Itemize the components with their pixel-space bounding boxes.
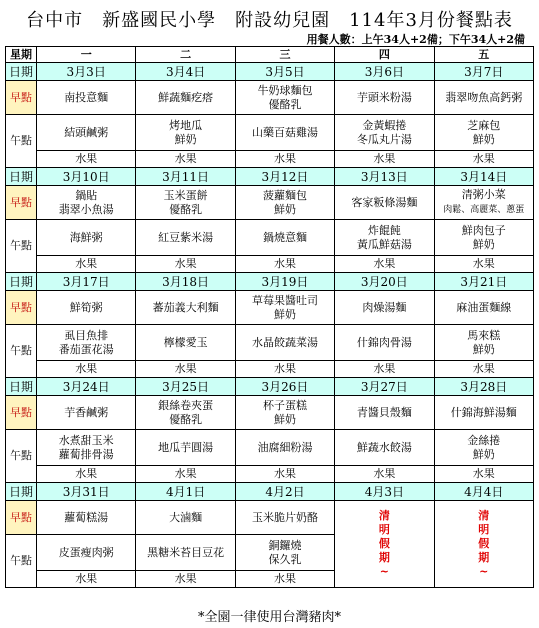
cell-text: 3月5日 bbox=[265, 64, 305, 79]
cell-text: 水果 bbox=[373, 152, 396, 165]
cell-text: 日期 bbox=[8, 379, 33, 394]
cell-text: 水果 bbox=[174, 362, 197, 375]
date-cell bbox=[235, 378, 334, 396]
cell-text: 4月3日 bbox=[364, 484, 404, 499]
snack-cell bbox=[235, 81, 334, 115]
lunch-cell bbox=[37, 430, 136, 466]
cell-text: 優酪乳 bbox=[169, 202, 203, 216]
cell-text: 二 bbox=[180, 47, 192, 61]
cell-text: 翡翠小魚湯 bbox=[58, 202, 114, 216]
fruit-cell bbox=[434, 466, 533, 483]
cell-text: 冬瓜丸片湯 bbox=[356, 132, 412, 146]
weekday-3 bbox=[235, 47, 334, 63]
cell-text: 水煮甜玉米 bbox=[58, 433, 114, 447]
weekday-5 bbox=[434, 47, 533, 63]
cell-text: 番茄蛋花湯 bbox=[58, 342, 114, 356]
afternoon-snack-row bbox=[6, 325, 534, 361]
lunch-label bbox=[6, 220, 37, 273]
cell-text: 3月18日 bbox=[162, 274, 210, 289]
cell-text: 3月20日 bbox=[360, 274, 408, 289]
cell-text: 午點 bbox=[10, 239, 32, 252]
cell-text: 四 bbox=[378, 47, 390, 61]
date-label bbox=[6, 273, 37, 291]
snack-cell bbox=[335, 81, 434, 115]
cell-text: 清 bbox=[378, 509, 390, 522]
cell-text: 鮮奶 bbox=[472, 447, 495, 461]
cell-text: 蘿蔔糕湯 bbox=[64, 510, 109, 524]
lunch-cell bbox=[434, 430, 533, 466]
cell-text: 蘿蔔排骨湯 bbox=[58, 447, 114, 461]
cell-text: 午點 bbox=[10, 134, 32, 147]
fruit-cell bbox=[235, 151, 334, 168]
lunch-cell bbox=[434, 325, 533, 361]
cell-text: 水果 bbox=[174, 572, 197, 585]
morning-snack-row bbox=[6, 501, 534, 535]
cell-text: 黃瓜鮮菇湯 bbox=[356, 237, 412, 251]
cell-text: 3月3日 bbox=[66, 64, 106, 79]
cell-text: 優酪乳 bbox=[268, 97, 302, 111]
cell-text: 什錦海鮮湯麵 bbox=[450, 405, 517, 419]
date-cell bbox=[235, 63, 334, 81]
cell-text: 鮮肉包子 bbox=[461, 223, 506, 237]
lunch-cell bbox=[335, 115, 434, 151]
snack-cell bbox=[37, 186, 136, 220]
fruit-cell bbox=[235, 361, 334, 378]
fruit-cell bbox=[136, 571, 235, 588]
cell-text: 3月14日 bbox=[460, 169, 508, 184]
fruit-row bbox=[6, 151, 534, 168]
cell-text: 地瓜芋圓湯 bbox=[158, 440, 214, 454]
fruit-row bbox=[6, 361, 534, 378]
cell-text: 3月24日 bbox=[62, 379, 110, 394]
cell-text: 鍋貼 bbox=[75, 188, 98, 202]
fruit-cell bbox=[235, 571, 334, 588]
weekday-header-row bbox=[6, 47, 534, 63]
cell-text: 鮮蔬麵疙瘩 bbox=[158, 90, 214, 104]
fruit-cell bbox=[136, 151, 235, 168]
cell-text: 午點 bbox=[10, 449, 32, 462]
date-cell bbox=[136, 483, 235, 501]
date-row bbox=[6, 63, 534, 81]
date-cell bbox=[235, 273, 334, 291]
cell-text: 水果 bbox=[174, 152, 197, 165]
cell-text: 水果 bbox=[472, 257, 495, 270]
snack-cell bbox=[235, 501, 334, 535]
snack-cell bbox=[136, 501, 235, 535]
cell-text: 日期 bbox=[8, 64, 33, 79]
snack-cell bbox=[235, 396, 334, 430]
date-cell bbox=[434, 273, 533, 291]
cell-text: 水果 bbox=[273, 362, 296, 375]
cell-text: 3月25日 bbox=[162, 379, 210, 394]
snack-cell bbox=[37, 291, 136, 325]
cell-text: 金絲捲 bbox=[467, 433, 501, 447]
lunch-cell bbox=[136, 325, 235, 361]
cell-text: 水果 bbox=[75, 467, 98, 480]
cell-text: 水果 bbox=[273, 572, 296, 585]
cell-text: 烤地瓜 bbox=[169, 118, 203, 132]
cell-text: 早點 bbox=[10, 195, 32, 209]
lunch-cell bbox=[235, 325, 334, 361]
cell-text: 炸餛飩 bbox=[367, 223, 401, 237]
date-cell bbox=[335, 273, 434, 291]
date-label bbox=[6, 63, 37, 81]
cell-text: 3月28日 bbox=[460, 379, 508, 394]
cell-text: 日期 bbox=[8, 484, 33, 499]
cell-text: 3月6日 bbox=[364, 64, 404, 79]
cell-text: 芋香鹹粥 bbox=[64, 405, 109, 419]
cell-text: 鮮奶 bbox=[472, 342, 495, 356]
cell-text: 客家粄條湯麵 bbox=[351, 195, 418, 209]
fruit-cell bbox=[335, 151, 434, 168]
snack-cell bbox=[136, 396, 235, 430]
fruit-cell bbox=[434, 151, 533, 168]
morning-snack-row bbox=[6, 81, 534, 115]
weekday-2 bbox=[136, 47, 235, 63]
fruit-cell bbox=[136, 256, 235, 273]
cell-text: 水果 bbox=[472, 467, 495, 480]
afternoon-snack-row bbox=[6, 430, 534, 466]
afternoon-snack-row bbox=[6, 115, 534, 151]
snack-label bbox=[6, 396, 37, 430]
cell-text: 大滷麵 bbox=[169, 510, 203, 524]
date-cell bbox=[37, 63, 136, 81]
cell-text: 南投意麵 bbox=[64, 90, 109, 104]
date-row bbox=[6, 273, 534, 291]
cell-text: 鮮蔬水餃湯 bbox=[356, 440, 412, 454]
cell-text: 3月31日 bbox=[62, 484, 110, 499]
cell-text: 3月11日 bbox=[162, 169, 210, 184]
cell-text: 水果 bbox=[273, 152, 296, 165]
lunch-cell bbox=[37, 115, 136, 151]
cell-text: 水果 bbox=[75, 362, 98, 375]
fruit-cell bbox=[434, 361, 533, 378]
date-cell bbox=[434, 483, 533, 501]
cell-text: 期 bbox=[478, 551, 490, 564]
cell-text: 鮮筍粥 bbox=[69, 300, 103, 314]
cell-text: 明 bbox=[478, 523, 490, 536]
snack-cell bbox=[434, 396, 533, 430]
fruit-cell bbox=[37, 571, 136, 588]
lunch-cell bbox=[235, 115, 334, 151]
cell-text: 鍋燒意麵 bbox=[262, 230, 307, 244]
snack-label bbox=[6, 81, 37, 115]
cell-text: 3月12日 bbox=[261, 169, 309, 184]
cell-text: 清 bbox=[478, 509, 490, 522]
date-row bbox=[6, 378, 534, 396]
cell-text: 3月27日 bbox=[360, 379, 408, 394]
cell-text: 水果 bbox=[75, 257, 98, 270]
lunch-cell bbox=[235, 430, 334, 466]
cell-text: 水果 bbox=[373, 467, 396, 480]
pork-notice: *全園一律使用台灣豬肉* bbox=[197, 610, 341, 625]
cell-text: 翡翠吻魚高鈣粥 bbox=[445, 90, 523, 104]
cell-text: 假 bbox=[378, 537, 390, 550]
fruit-cell bbox=[335, 361, 434, 378]
afternoon-snack-row bbox=[6, 220, 534, 256]
date-cell bbox=[136, 63, 235, 81]
cell-text: 油腐細粉湯 bbox=[257, 440, 313, 454]
cell-text: 3月21日 bbox=[460, 274, 508, 289]
cell-text: 虱目魚排 bbox=[64, 328, 109, 342]
cell-text: 鮮奶 bbox=[273, 307, 296, 321]
cell-text: 銀絲卷夾蛋 bbox=[158, 398, 214, 412]
holiday-apr4 bbox=[434, 501, 533, 588]
lunch-label bbox=[6, 430, 37, 483]
lunch-cell bbox=[434, 220, 533, 256]
snack-cell bbox=[434, 81, 533, 115]
date-cell bbox=[434, 63, 533, 81]
cell-text: 杯子蛋糕 bbox=[262, 398, 307, 412]
fruit-cell bbox=[37, 151, 136, 168]
fruit-cell bbox=[37, 256, 136, 273]
lunch-cell bbox=[37, 325, 136, 361]
date-cell bbox=[434, 168, 533, 186]
cell-text: 午點 bbox=[10, 554, 32, 567]
fruit-cell bbox=[136, 361, 235, 378]
snack-cell bbox=[37, 501, 136, 535]
cell-text: 明 bbox=[378, 523, 390, 536]
cell-text: 3月17日 bbox=[62, 274, 110, 289]
cell-text: 山藥百菇雞湯 bbox=[251, 125, 318, 139]
cell-text: 水果 bbox=[373, 362, 396, 375]
cell-text: 假 bbox=[478, 537, 490, 550]
cell-text: 牛奶球麵包 bbox=[257, 83, 313, 97]
cell-text: 4月1日 bbox=[165, 484, 206, 499]
snack-cell bbox=[434, 186, 533, 220]
date-cell bbox=[37, 378, 136, 396]
diner-count: 用餐人數：上午34人+2備；下午34人+2備 bbox=[306, 33, 525, 46]
cell-text: 馬來糕 bbox=[467, 328, 501, 342]
cell-text: 水果 bbox=[75, 152, 98, 165]
morning-snack-row bbox=[6, 186, 534, 220]
fruit-cell bbox=[434, 256, 533, 273]
date-cell bbox=[335, 63, 434, 81]
lunch-cell bbox=[434, 115, 533, 151]
cell-text: 水果 bbox=[273, 257, 296, 270]
lunch-cell bbox=[136, 115, 235, 151]
date-cell bbox=[335, 168, 434, 186]
snack-cell bbox=[136, 291, 235, 325]
cell-text: 3月4日 bbox=[165, 64, 206, 79]
lunch-cell bbox=[335, 325, 434, 361]
lunch-cell bbox=[235, 220, 334, 256]
cell-text: 鮮奶 bbox=[472, 237, 495, 251]
snack-cell bbox=[235, 291, 334, 325]
fruit-cell bbox=[37, 466, 136, 483]
cell-text: 優酪乳 bbox=[169, 412, 203, 426]
cell-text: 一 bbox=[80, 47, 92, 61]
fruit-cell bbox=[136, 466, 235, 483]
date-label bbox=[6, 378, 37, 396]
cell-text: 三 bbox=[279, 47, 291, 61]
cell-text: 紅豆紫米湯 bbox=[158, 230, 214, 244]
date-cell bbox=[37, 273, 136, 291]
lunch-label bbox=[6, 115, 37, 168]
cell-text: 黑糖米苔目豆花 bbox=[147, 545, 225, 559]
date-label bbox=[6, 483, 37, 501]
fruit-cell bbox=[335, 256, 434, 273]
lunch-label bbox=[6, 325, 37, 378]
snack-label bbox=[6, 291, 37, 325]
date-cell bbox=[37, 483, 136, 501]
cell-text: 檸檬愛玉 bbox=[163, 335, 208, 349]
cell-text: 早點 bbox=[10, 90, 32, 104]
cell-text: ~ bbox=[379, 565, 389, 578]
cell-text: 水果 bbox=[472, 152, 495, 165]
cell-text: 日期 bbox=[8, 169, 33, 184]
snack-label bbox=[6, 501, 37, 535]
cell-text: 早點 bbox=[10, 405, 32, 419]
cell-text: 菠蘿麵包 bbox=[262, 188, 307, 202]
cell-text: 早點 bbox=[10, 300, 32, 314]
cell-text: 海鮮粥 bbox=[69, 230, 103, 244]
cell-text: 玉米蛋餅 bbox=[163, 188, 208, 202]
cell-text: 玉米脆片奶酪 bbox=[251, 510, 318, 524]
cell-text: 期 bbox=[378, 551, 390, 564]
cell-text: 水果 bbox=[75, 572, 98, 585]
cell-text: 結頭鹹粥 bbox=[64, 125, 109, 139]
snack-cell bbox=[37, 81, 136, 115]
cell-text: 保久乳 bbox=[268, 552, 302, 566]
cell-text: 肉鬆、高麗菜、蔥蛋 bbox=[443, 205, 525, 215]
cell-text: 肉燥湯麵 bbox=[362, 300, 407, 314]
date-cell bbox=[434, 378, 533, 396]
date-label bbox=[6, 168, 37, 186]
snack-cell bbox=[235, 186, 334, 220]
lunch-cell bbox=[235, 535, 334, 571]
cell-text: 午點 bbox=[10, 344, 32, 357]
snack-cell bbox=[335, 186, 434, 220]
date-cell bbox=[136, 378, 235, 396]
cell-text: ~ bbox=[479, 565, 489, 578]
cell-text: 3月10日 bbox=[62, 169, 110, 184]
cell-text: 草莓果醬吐司 bbox=[251, 293, 318, 307]
weekday-1 bbox=[37, 47, 136, 63]
cell-text: 星期 bbox=[10, 47, 32, 61]
date-cell bbox=[235, 483, 334, 501]
cell-text: 鮮奶 bbox=[273, 202, 296, 216]
date-cell bbox=[335, 483, 434, 501]
cell-text: 4月2日 bbox=[265, 484, 305, 499]
fruit-row bbox=[6, 466, 534, 483]
cell-text: 水果 bbox=[472, 362, 495, 375]
morning-snack-row bbox=[6, 291, 534, 325]
holiday-apr3 bbox=[335, 501, 434, 588]
cell-text: 水果 bbox=[174, 257, 197, 270]
lunch-cell bbox=[136, 430, 235, 466]
cell-text: 3月26日 bbox=[261, 379, 309, 394]
snack-label bbox=[6, 186, 37, 220]
lunch-cell bbox=[37, 220, 136, 256]
cell-text: 水果 bbox=[273, 467, 296, 480]
cell-text: 五 bbox=[478, 47, 490, 61]
lunch-cell bbox=[37, 535, 136, 571]
cell-text: 金黃蝦捲 bbox=[362, 118, 407, 132]
date-cell bbox=[136, 273, 235, 291]
cell-text: 3月7日 bbox=[464, 64, 504, 79]
lunch-cell bbox=[335, 220, 434, 256]
lunch-cell bbox=[136, 535, 235, 571]
snack-cell bbox=[434, 291, 533, 325]
date-cell bbox=[335, 378, 434, 396]
cell-text: 水果 bbox=[373, 257, 396, 270]
lunch-label bbox=[6, 535, 37, 588]
snack-cell bbox=[335, 396, 434, 430]
weekday-label bbox=[6, 47, 37, 63]
page-title: 台中市 新盛國民小學 附設幼兒園 114年3月份餐點表 bbox=[26, 10, 513, 31]
lunch-cell bbox=[136, 220, 235, 256]
morning-snack-row bbox=[6, 396, 534, 430]
cell-text: 4月4日 bbox=[464, 484, 504, 499]
date-cell bbox=[37, 168, 136, 186]
cell-text: 早點 bbox=[10, 510, 32, 524]
date-cell bbox=[235, 168, 334, 186]
cell-text: 鮮奶 bbox=[174, 132, 197, 146]
cell-text: 水果 bbox=[174, 467, 197, 480]
fruit-row bbox=[6, 256, 534, 273]
fruit-cell bbox=[235, 256, 334, 273]
cell-text: 日期 bbox=[8, 274, 33, 289]
fruit-cell bbox=[37, 361, 136, 378]
lunch-cell bbox=[335, 430, 434, 466]
cell-text: 3月13日 bbox=[360, 169, 408, 184]
cell-text: 水晶餃蔬菜湯 bbox=[251, 335, 318, 349]
date-row bbox=[6, 168, 534, 186]
meal-table bbox=[5, 46, 534, 588]
cell-text: 銅鑼燒 bbox=[268, 538, 302, 552]
cell-text: 鮮奶 bbox=[472, 132, 495, 146]
snack-cell bbox=[335, 291, 434, 325]
cell-text: 鮮奶 bbox=[273, 412, 296, 426]
cell-text: 青醬貝殼麵 bbox=[356, 405, 412, 419]
fruit-cell bbox=[235, 466, 334, 483]
date-row bbox=[6, 483, 534, 501]
cell-text: 清粥小菜 bbox=[461, 188, 506, 201]
cell-text: 芝麻包 bbox=[467, 118, 501, 132]
cell-text: 麻油蛋麵線 bbox=[456, 300, 512, 314]
weekday-4 bbox=[335, 47, 434, 63]
snack-cell bbox=[37, 396, 136, 430]
cell-text: 蕃茄義大利麵 bbox=[152, 300, 219, 314]
cell-text: 什錦肉骨湯 bbox=[356, 335, 412, 349]
fruit-cell bbox=[335, 466, 434, 483]
cell-text: 3月19日 bbox=[261, 274, 309, 289]
snack-cell bbox=[136, 186, 235, 220]
snack-cell bbox=[136, 81, 235, 115]
cell-text: 皮蛋瘦肉粥 bbox=[58, 545, 114, 559]
date-cell bbox=[136, 168, 235, 186]
cell-text: 芋頭米粉湯 bbox=[356, 90, 412, 104]
